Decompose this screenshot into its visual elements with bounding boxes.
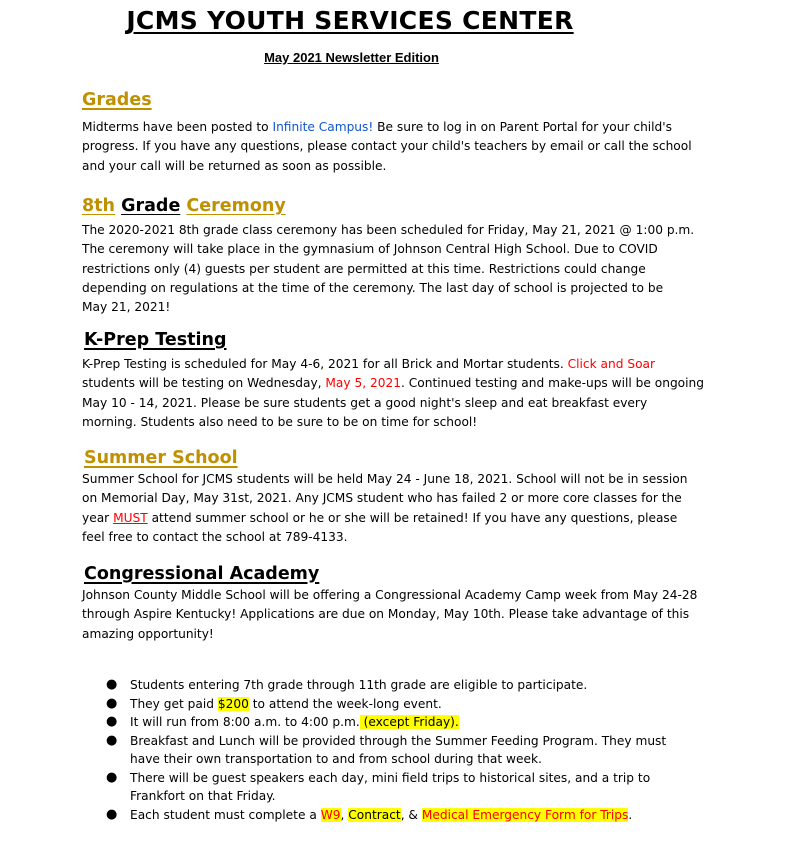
infinite-campus-link[interactable]: Infinite Campus! bbox=[272, 120, 374, 134]
list-item: ● Students entering 7th grade through 11th grade are eligible to participate. bbox=[82, 676, 666, 695]
academy-heading: Congressional Academy bbox=[84, 564, 320, 584]
bullet-icon: ● bbox=[106, 732, 118, 748]
bullet-icon: ● bbox=[106, 769, 118, 785]
summer-school-paragraph: Summer School for JCMS students will be held May 24 - June 18, 2021. School will not be in session on Memorial Day, May 31st, 2021. Any JCMS student who has failed 2 or more core classes for the year MUST attend summer school or he or she will be retained! If you have any questions, please feel free to contact the school at 789-4133. bbox=[82, 472, 688, 544]
list-item: ● They get paid $200 to attend the week-long event. bbox=[82, 695, 666, 714]
list-item: ● There will be guest speakers each day, mini field trips to historical sites, and a trip to Frankfort on that Friday. bbox=[106, 769, 651, 803]
bullet-icon: ● bbox=[106, 714, 118, 729]
list-item: ● It will run from 8:00 a.m. to 4:00 p.m. (except Friday). bbox=[82, 713, 666, 732]
bullet-icon: ● bbox=[106, 806, 118, 822]
list-item: ● Each student must complete a W9, Contract, & Medical Emergency Form for Trips. bbox=[82, 806, 666, 825]
must-emphasis: MUST bbox=[113, 510, 148, 525]
ceremony-heading: 8th Grade Ceremony bbox=[82, 196, 286, 216]
academy-paragraph: Johnson County Middle School will be offering a Congressional Academy Camp week from May 24-28 through Aspire Kentucky! Applications are due on Monday, May 10th. Please take advantage of this amazing opportunity! bbox=[82, 588, 698, 641]
summer-school-heading: Summer School bbox=[84, 448, 238, 468]
newsletter-subtitle: May 2021 Newsletter Edition bbox=[264, 50, 439, 65]
bullet-icon: ● bbox=[106, 695, 118, 711]
kprep-heading: K-Prep Testing bbox=[84, 330, 227, 350]
grades-heading: Grades bbox=[82, 90, 152, 110]
ceremony-paragraph: The 2020-2021 8th grade class ceremony has been scheduled for Friday, May 21, 2021 @ 1:00 p.m. The ceremony will take place in the gymnasium of Johnson Central High School. Due to COVID restrictions only (4) guests per student are permitted at this time. Restrictions could change depending on regulations at the time of the ceremony. The last day of school is projected to be May 21, 2021! bbox=[82, 223, 695, 315]
kprep-paragraph: K-Prep Testing is scheduled for May 4-6, 2021 for all Brick and Mortar students. Click and Soar students will be testing on Wednesday, May 5, 2021. Continued testing and make-ups will be ongoing May 10 - 14, 2021. Please be sure students get a good night's sleep and eat breakfast every morning. Students also need to be sure to be on time for school! bbox=[82, 357, 704, 429]
newsletter-title: JCMS YOUTH SERVICES CENTER bbox=[126, 6, 574, 35]
academy-bullet-list bbox=[82, 676, 666, 824]
grades-paragraph: Midterms have been posted to Infinite Campus! Be sure to log in on Parent Portal for your child's progress. If you have any questions, please contact your child's teachers by email or call the school and your call will be returned as soon as possible. bbox=[82, 120, 692, 173]
list-item: ● Breakfast and Lunch will be provided through the Summer Feeding Program. They must have their own transportation to and from school during that week. bbox=[106, 732, 667, 766]
bullet-icon: ● bbox=[106, 677, 118, 692]
